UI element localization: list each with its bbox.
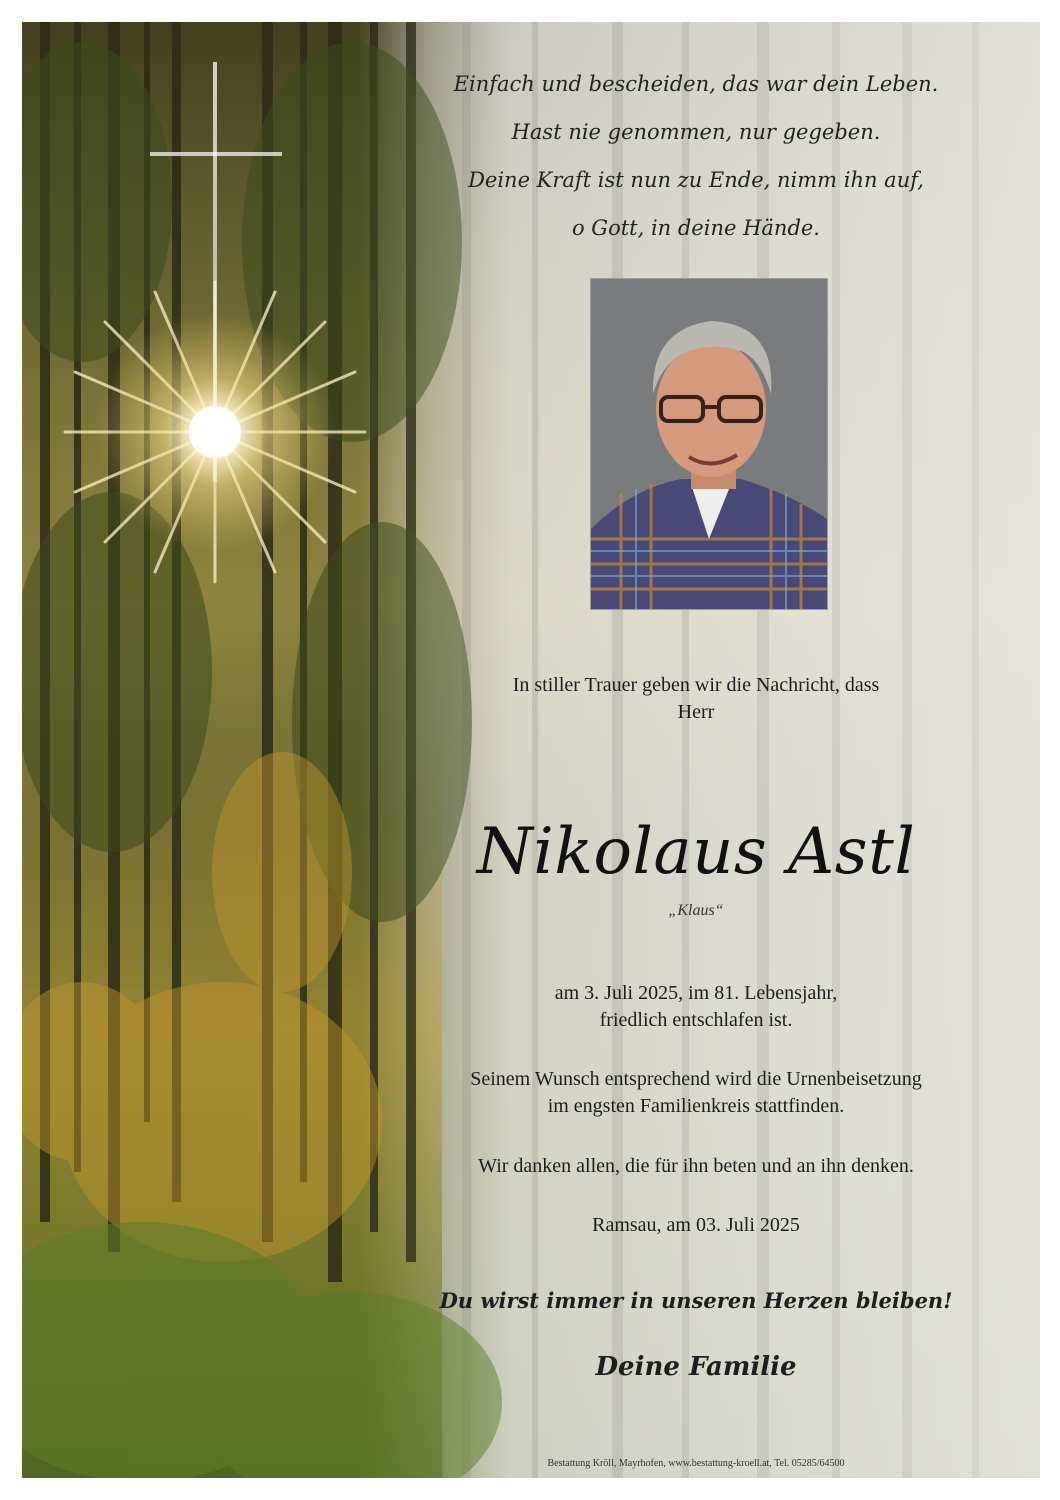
deceased-portrait-photo <box>590 278 828 610</box>
burial-wish <box>416 1066 976 1120</box>
intro-line-2: Herr <box>677 701 715 723</box>
poem-line-1: Einfach und bescheiden, das war dein Leben. <box>453 72 939 96</box>
funeral-home-footer: Bestattung Kröll, Mayrhofen, www.bestattung-kroell.at, Tel. 05285/64500 <box>547 1458 845 1469</box>
death-line-1: am 3. Juli 2025, im 81. Lebensjahr, <box>554 982 838 1004</box>
deceased-name: Nikolaus Astl <box>476 815 916 889</box>
closing-line: Du wirst immer in unseren Herzen bleiben! <box>439 1288 953 1313</box>
deceased-nickname: „Klaus“ <box>668 902 724 919</box>
cross-icon-horizontal <box>150 152 282 156</box>
death-details <box>416 980 976 1034</box>
death-line-2: friedlich entschlafen ist. <box>599 1009 793 1031</box>
announcement-intro <box>416 672 976 726</box>
thanks-text: Wir danken allen, die für ihn beten und an ihn denken. <box>478 1155 914 1177</box>
poem-line-3: Deine Kraft ist nun zu Ende, nimm ihn auf, <box>468 168 924 192</box>
poem <box>416 60 976 252</box>
place-and-date: Ramsau, am 03. Juli 2025 <box>592 1214 800 1236</box>
cross-icon-vertical <box>213 62 217 482</box>
wish-line-2: im engsten Familienkreis stattfinden. <box>547 1095 845 1117</box>
wish-line-1: Seinem Wunsch entsprechend wird die Urnenbeisetzung <box>470 1068 922 1090</box>
intro-line-1: In stiller Trauer geben wir die Nachricht, dass <box>512 674 880 696</box>
obituary-card <box>22 22 1040 1478</box>
family-signature: Deine Familie <box>595 1352 797 1382</box>
poem-line-2: Hast nie genommen, nur gegeben. <box>511 120 881 144</box>
poem-line-4: o Gott, in deine Hände. <box>571 216 820 240</box>
portrait-illustration <box>591 279 827 609</box>
